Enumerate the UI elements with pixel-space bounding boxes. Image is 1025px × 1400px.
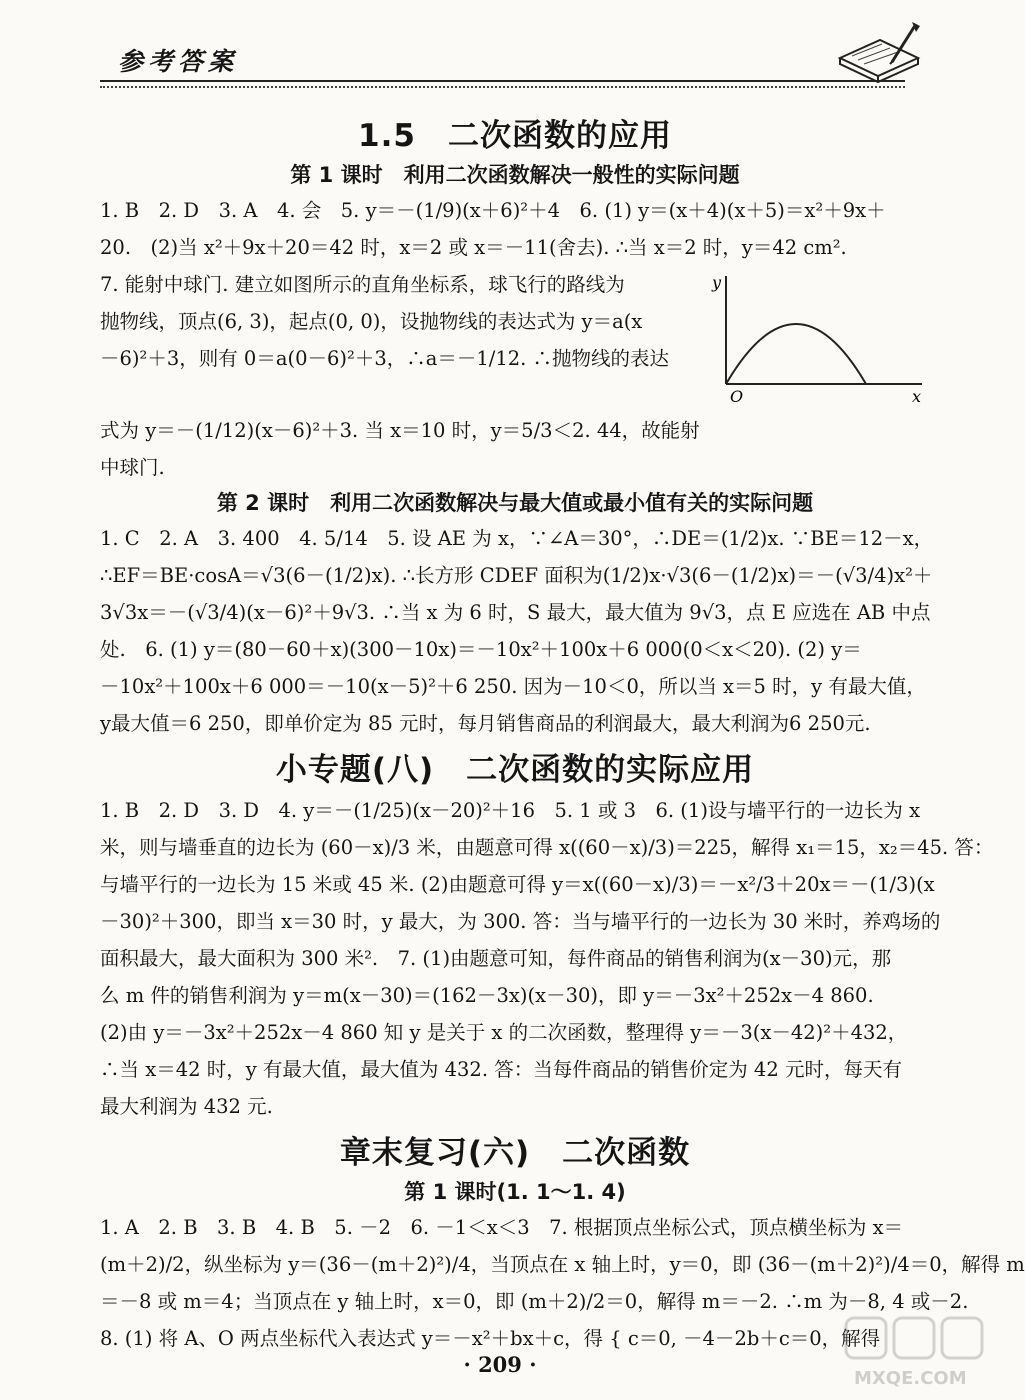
header-dotted-rule bbox=[100, 86, 905, 88]
section-title: 章末复习(六) 二次函数 bbox=[339, 1135, 691, 1171]
answer-stamp-icon bbox=[842, 1314, 994, 1394]
lesson-title: 第 1 课时 利用二次函数解决一般性的实际问题 bbox=[290, 163, 740, 187]
answer-with-figure bbox=[100, 266, 930, 412]
answer-line: 米，则与墙垂直的边长为 (60－x)/3 米，由题意可得 x((60－x)/3)＝225，解得 x₁＝15，x₂＝45. 答： bbox=[100, 836, 994, 859]
answer-line: －10x²＋100x＋6 000＝－10(x－5)²＋6 250. 因为－10＜0，所以当 x＝5 时，y 有最大值， bbox=[100, 675, 926, 698]
header-title: 参考答案 bbox=[118, 47, 239, 76]
answer-line: 7. 能射中球门. 建立如图所示的直角坐标系，球飞行的路线为 bbox=[100, 273, 625, 296]
section-title: 小专题(八) 二次函数的实际应用 bbox=[275, 752, 755, 788]
answer-line: 中球门. bbox=[100, 456, 165, 479]
page-number: · 209 · bbox=[463, 1352, 537, 1377]
answer-line: 处. 6. (1) y＝(80－60＋x)(300－10x)＝－10x²＋100x＋6 000(0＜x＜20). (2) y＝ bbox=[100, 638, 862, 661]
lesson-title: 第 1 课时(1. 1～1. 4) bbox=[404, 1180, 626, 1204]
answer-line: 与墙平行的一边长为 15 米或 45 米. (2)由题意可得 y＝x((60－x)/3)＝－x²/3＋20x＝－(1/3)(x bbox=[100, 873, 935, 896]
notebook-pen-icon bbox=[832, 18, 924, 82]
parabola-curve bbox=[726, 324, 866, 384]
answer-line: ∴当 x＝42 时，y 有最大值，最大值为 432. 答：当每件商品的销售价定为 42 元时，每天有 bbox=[100, 1058, 902, 1081]
answer-line: 1. A 2. B 3. B 4. B 5. －2 6. －1＜x＜3 7. 根据顶点坐标公式，顶点横坐标为 x＝ bbox=[100, 1216, 904, 1239]
answer-line: 式为 y＝－(1/12)(x－6)²＋3. 当 x＝10 时，y＝5/3＜2. 44，故能射 bbox=[100, 419, 700, 442]
lesson-title: 第 2 课时 利用二次函数解决与最大值或最小值有关的实际问题 bbox=[216, 491, 814, 515]
parabola-figure bbox=[712, 272, 927, 412]
x-axis-label: x bbox=[912, 387, 922, 406]
answer-line: 8. (1) 将 A、O 两点坐标代入表达式 y＝－x²＋bx＋c，得 { c＝0, －4－2b＋c＝0，解得 bbox=[100, 1327, 881, 1350]
answer-line: 20. (2)当 x²＋9x＋20＝42 时，x＝2 或 x＝－11(舍去). ∴当 x＝2 时，y＝42 cm². bbox=[100, 236, 847, 259]
answer-line: －6)²＋3，则有 0＝a(0－6)²＋3，∴a＝－1/12. ∴抛物线的表达 bbox=[100, 347, 670, 370]
y-axis-label: y bbox=[712, 273, 722, 292]
answer-line: (2)由 y＝－3x²＋252x－4 860 知 y 是关于 x 的二次函数，整理得 y＝－3(x－42)²＋432， bbox=[100, 1021, 908, 1044]
section-title: 1.5 二次函数的应用 bbox=[358, 118, 672, 154]
answer-line: 么 m 件的销售利润为 y＝m(x－30)＝(162－3x)(x－30)，即 y＝－3x²＋252x－4 860. bbox=[100, 984, 874, 1007]
watermark-text: MXQE.COM bbox=[854, 1368, 967, 1389]
answer-line: ＝－8 或 m＝4；当顶点在 y 轴上时，x＝0，即 (m＋2)/2＝0，解得 m＝－2. ∴m 为－8, 4 或－2. bbox=[100, 1290, 969, 1313]
answer-line: 3√3x＝－(√3/4)(x－6)²＋9√3. ∴当 x 为 6 时，S 最大，最大值为 9√3，点 E 应选在 AB 中点 bbox=[100, 601, 931, 624]
origin-label: O bbox=[730, 387, 744, 406]
answer-line: 面积最大，最大面积为 300 米². 7. (1)由题意可知，每件商品的销售利润为(x－30)元，那 bbox=[100, 947, 892, 970]
answer-line: 最大利润为 432 元. bbox=[100, 1095, 273, 1118]
page-header bbox=[0, 0, 1000, 100]
answer-line: 抛物线，顶点(6, 3)，起点(0, 0)，设抛物线的表达式为 y＝a(x bbox=[100, 310, 643, 333]
answer-line: (m＋2)/2，纵坐标为 y＝(36－(m＋2)²)/4，当顶点在 x 轴上时，y＝0，即 (36－(m＋2)²)/4＝0，解得 m bbox=[100, 1253, 1025, 1276]
answer-content bbox=[100, 108, 1025, 1357]
answer-line: 1. B 2. D 3. A 4. 会 5. y＝－(1/9)(x＋6)²＋4 6. (1) y＝(x＋4)(x＋5)＝x²＋9x＋ bbox=[100, 199, 886, 222]
answer-line: －30)²＋300，即当 x＝30 时，y 最大，为 300. 答：当与墙平行的一边长为 30 米时，养鸡场的 bbox=[100, 910, 941, 933]
answer-line: y最大值＝6 250，即单价定为 85 元时，每月销售商品的利润最大，最大利润为6 250元. bbox=[100, 712, 871, 735]
header-rule bbox=[100, 80, 905, 82]
answer-line: ∴EF＝BE·cosA＝√3(6－(1/2)x). ∴长方形 CDEF 面积为(1/2)x·√3(6－(1/2)x)＝－(√3/4)x²＋ bbox=[100, 564, 933, 587]
answer-line: 1. B 2. D 3. D 4. y＝－(1/25)(x－20)²＋16 5. 1 或 3 6. (1)设与墙平行的一边长为 x bbox=[100, 799, 921, 822]
answer-line: 1. C 2. A 3. 400 4. 5/14 5. 设 AE 为 x，∵∠A＝30°，∴DE＝(1/2)x. ∵BE＝12－x， bbox=[100, 527, 934, 550]
answer-block bbox=[100, 266, 700, 412]
